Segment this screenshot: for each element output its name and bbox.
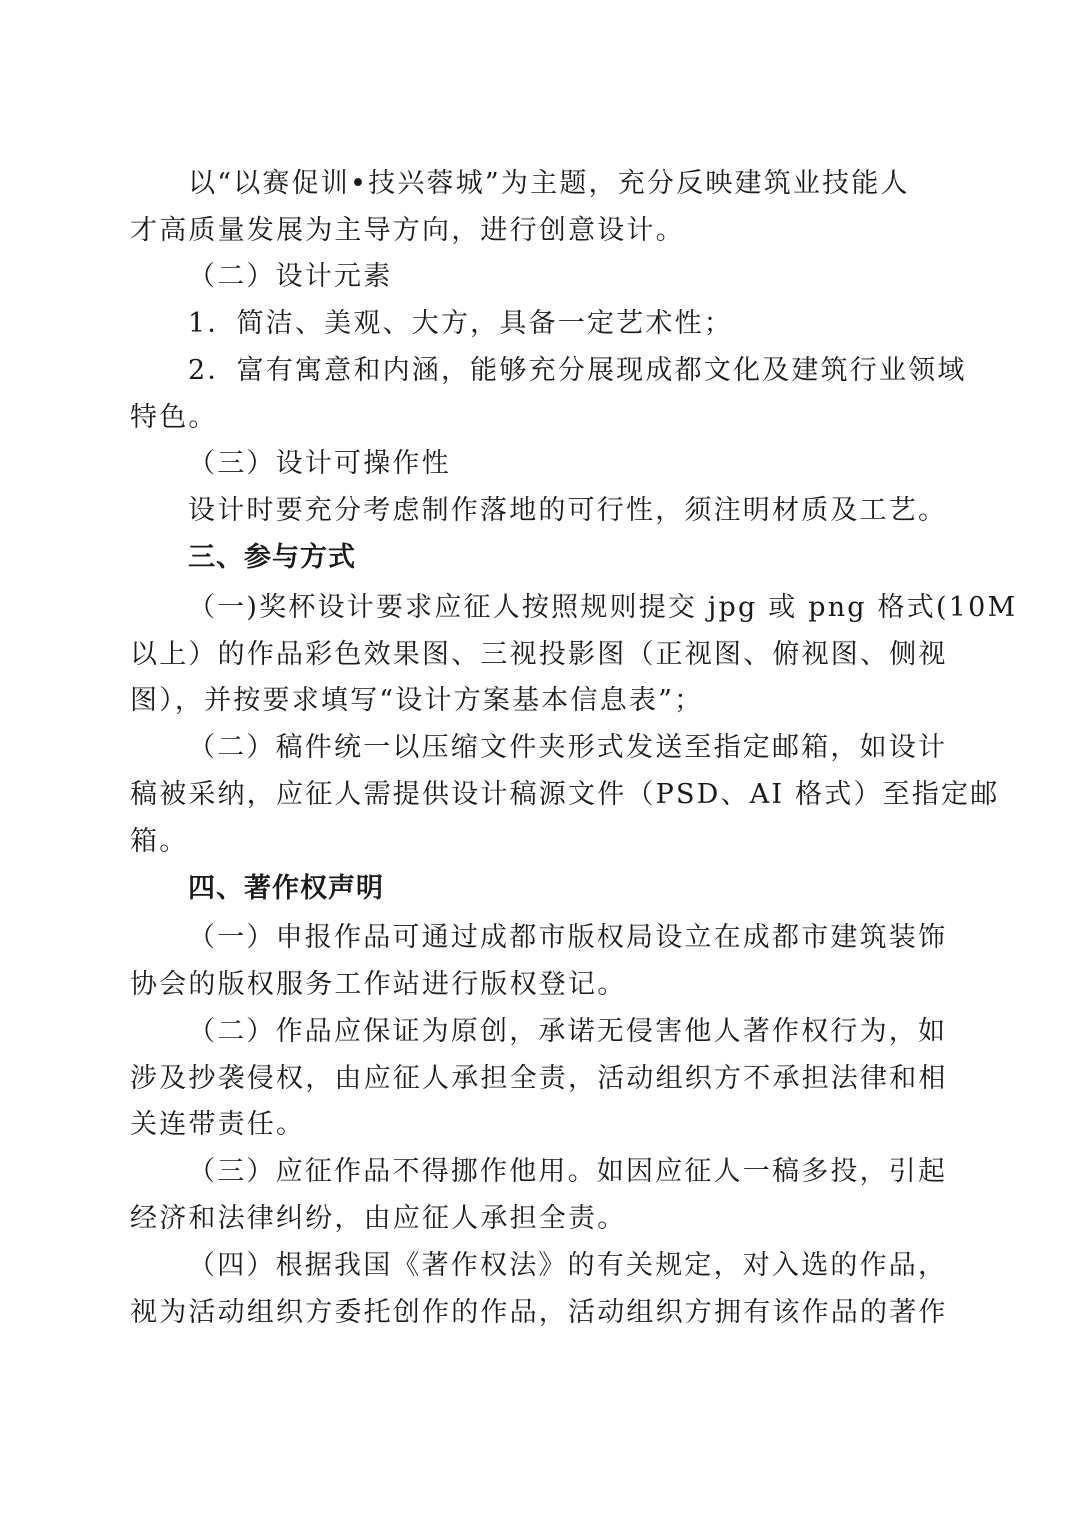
list-item-2-line-2: 特色。 — [130, 402, 218, 433]
paragraph-participation-1-line-3: 图），并按要求填写“设计方案基本信息表”； — [130, 685, 704, 716]
paragraph-operability: 设计时要充分考虑制作落地的可行性，须注明材质及工艺。 — [188, 495, 948, 526]
paragraph-participation-2-line-2: 稿被采纳，应征人需提供设计稿源文件（PSD、AI 格式）至指定邮 — [130, 779, 1000, 810]
subheading-design-operability: （三）设计可操作性 — [188, 448, 451, 479]
paragraph-copyright-2-line-3: 关连带责任。 — [130, 1109, 306, 1140]
section-heading-participation: 三、参与方式 — [188, 542, 356, 573]
paragraph-theme-line-1: 以“以赛促训•技兴蓉城”为主题，充分反映建筑业技能人 — [188, 168, 910, 199]
paragraph-participation-2-line-1: （二）稿件统一以压缩文件夹形式发送至指定邮箱，如设计 — [188, 732, 948, 763]
paragraph-theme-line-2: 才高质量发展为主导方向，进行创意设计。 — [130, 215, 685, 246]
paragraph-participation-1-line-2: 以上）的作品彩色效果图、三视投影图（正视图、俯视图、侧视 — [130, 639, 948, 670]
paragraph-copyright-2-line-1: （二）作品应保证为原创，承诺无侵害他人著作权行为，如 — [188, 1016, 948, 1047]
paragraph-copyright-2-line-2: 涉及抄袭侵权，由应征人承担全责，活动组织方不承担法律和相 — [130, 1063, 948, 1094]
paragraph-copyright-3-line-2: 经济和法律纠纷，由应征人承担全责。 — [130, 1203, 627, 1234]
paragraph-participation-2-line-3: 箱。 — [130, 826, 189, 857]
paragraph-copyright-3-line-1: （三）应征作品不得挪作他用。如因应征人一稿多投，引起 — [188, 1156, 948, 1187]
paragraph-copyright-1-line-2: 协会的版权服务工作站进行版权登记。 — [130, 969, 627, 1000]
paragraph-participation-1-line-1: （一)奖杯设计要求应征人按照规则提交 jpg 或 png 格式(10M — [188, 592, 1018, 623]
subheading-design-elements: （二）设计元素 — [188, 261, 393, 292]
list-item-1: 1．简洁、美观、大方，具备一定艺术性； — [188, 308, 733, 339]
section-heading-copyright: 四、著作权声明 — [188, 873, 384, 904]
list-item-2-line-1: 2．富有寓意和内涵，能够充分展现成都文化及建筑行业领域 — [188, 355, 967, 386]
paragraph-copyright-4-line-1: （四）根据我国《著作权法》的有关规定，对入选的作品， — [188, 1250, 948, 1281]
paragraph-copyright-4-line-2: 视为活动组织方委托创作的作品，活动组织方拥有该作品的著作 — [130, 1297, 948, 1328]
paragraph-copyright-1-line-1: （一）申报作品可通过成都市版权局设立在成都市建筑装饰 — [188, 922, 948, 953]
